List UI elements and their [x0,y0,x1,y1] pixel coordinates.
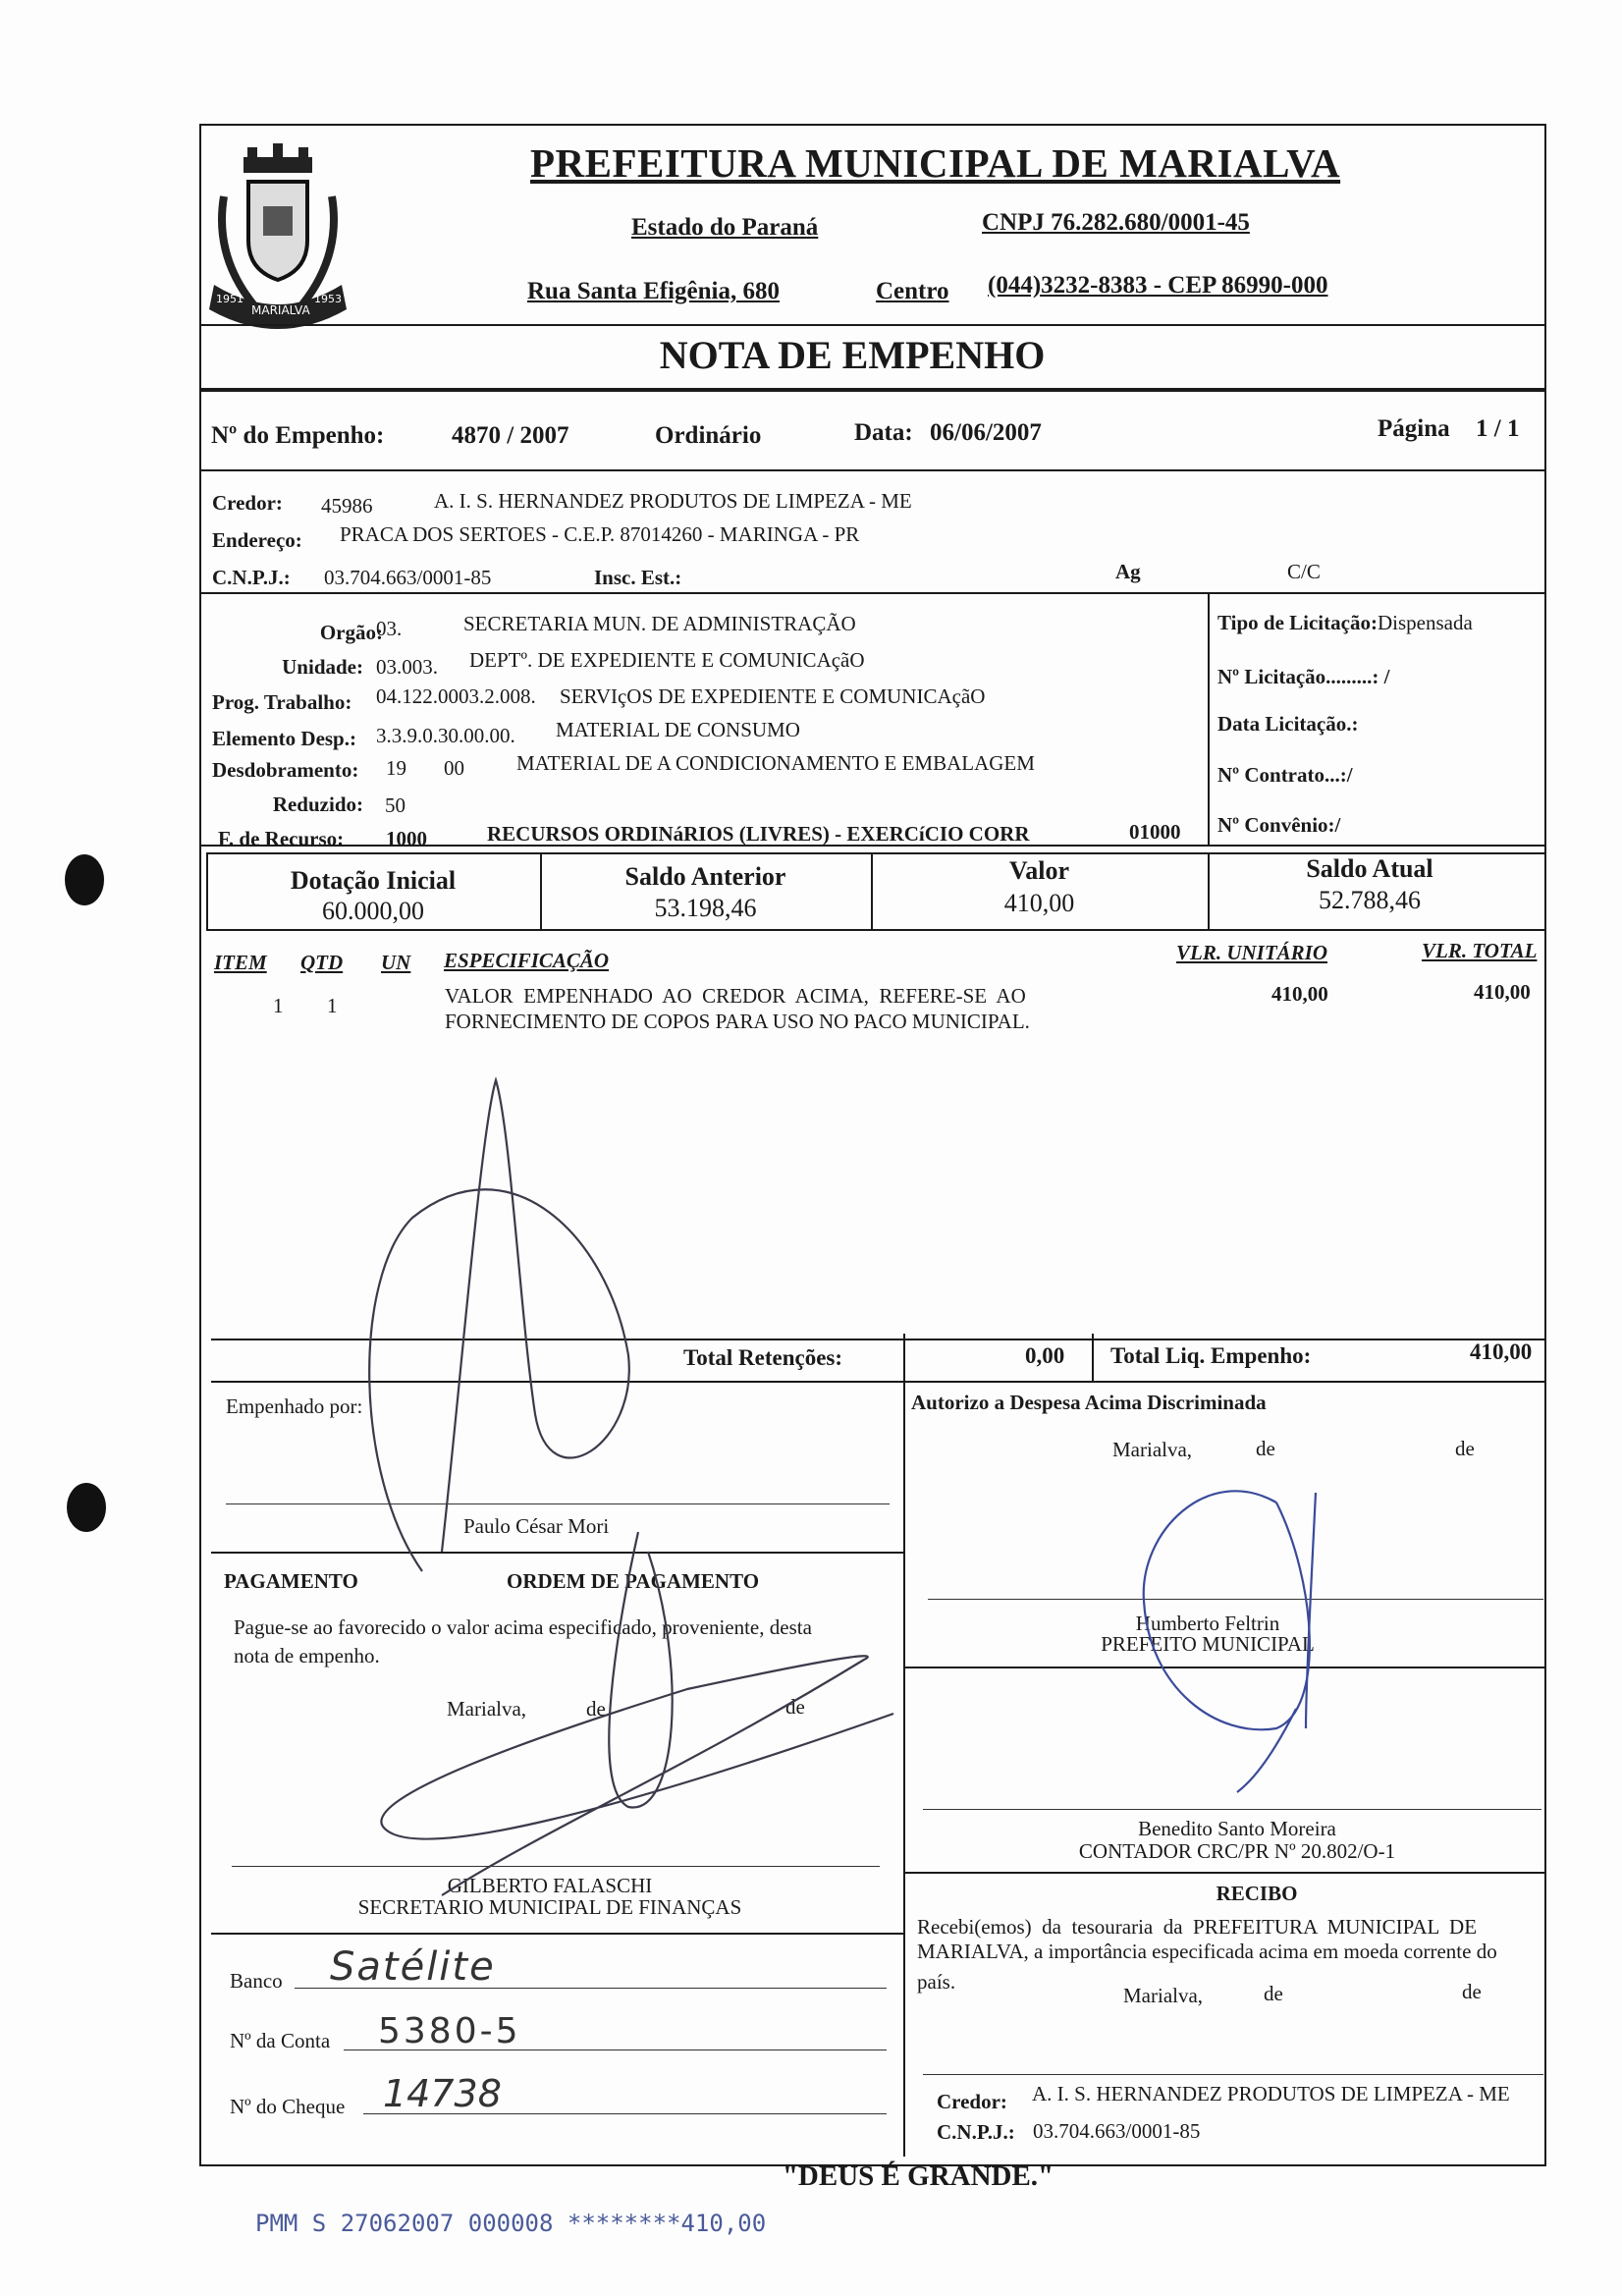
orgao-code: 03. [376,617,403,640]
recurso-label: F. de Recurso: [218,827,345,850]
banco-label: Banco [230,1969,283,1993]
secretario-name: GILBERTO FALASCHI [447,1874,653,1897]
state-name: Estado do Paraná [631,214,819,241]
document-title: NOTA DE EMPENHO [659,333,1046,377]
pagamento-place: Marialva, [447,1697,527,1721]
ag-label: Ag [1115,560,1141,583]
orgao-label: Orgão: [319,621,383,644]
pagamento-text-1: Pague-se ao favorecido o valor acima especificado, proveniente, desta [234,1615,812,1639]
credor-name: A. I. S. HERNANDEZ PRODUTOS DE LIMPEZA - ME [434,489,912,513]
empenho-label: Nº do Empenho: [211,422,385,449]
saldo-atual-value: 52.788,46 [1319,886,1421,914]
page-number: 1 / 1 [1476,415,1520,442]
col-un: UN [381,951,411,974]
prefeito-role: PREFEITO MUNICIPAL [1101,1632,1315,1656]
pagamento-text-2: nota de empenho. [234,1644,380,1667]
credor-code: 45986 [321,494,373,518]
empenhado-signer: Paulo César Mori [463,1514,610,1538]
org-cnpj: CNPJ 76.282.680/0001-45 [982,209,1250,236]
insc-label: Insc. Est.: [594,566,682,589]
recibo-text-3: país. [917,1970,956,1994]
org-phone-cep: (044)3232-8383 - CEP 86990-000 [988,272,1328,299]
row-item: 1 [273,994,284,1017]
saldo-anterior-label: Saldo Anterior [624,862,786,891]
col-item: ITEM [214,951,267,974]
empenho-date: 06/06/2007 [930,419,1042,446]
valor-value: 410,00 [1003,889,1075,917]
pagamento-label: PAGAMENTO [224,1569,358,1593]
numero-convenio: Nº Convênio:/ [1217,813,1341,837]
row-unit: 410,00 [1271,982,1328,1006]
autorizo-place: Marialva, [1112,1438,1193,1461]
elemento-name: MATERIAL DE CONSUMO [556,718,800,741]
credor-label: Credor: [212,491,283,515]
row-qtd: 1 [327,994,338,1017]
reduzido-label: Reduzido: [272,793,363,816]
data-licitacao: Data Licitação.: [1217,712,1359,736]
motto: "DEUS É GRANDE." [782,2160,1054,2192]
prefeito-name: Humberto Feltrin [1135,1612,1280,1635]
empenhado-label: Empenhado por: [226,1394,363,1418]
row-spec-line2: FORNECIMENTO DE COPOS PARA USO NO PACO MUNICIPAL. [445,1010,1030,1033]
prog-name: SERVIçOS DE EXPEDIENTE E COMUNICAçãO [560,684,986,708]
saldo-atual-label: Saldo Atual [1306,854,1433,883]
liquido-label: Total Liq. Empenho: [1110,1343,1312,1368]
recibo-de2: de [1462,1980,1482,2003]
recibo-credor: A. I. S. HERNANDEZ PRODUTOS DE LIMPEZA - ME [1032,2082,1510,2105]
org-title: PREFEITURA MUNICIPAL DE MARIALVA [530,140,1341,186]
cheque-value: 14738 [383,2072,502,2115]
desdobramento-code2: 00 [444,756,464,780]
unidade-name: DEPTº. DE EXPEDIENTE E COMUNICAçãO [469,648,865,672]
recibo-cnpj: 03.704.663/0001-85 [1033,2119,1201,2143]
cc-label: C/C [1287,560,1321,583]
org-district: Centro [876,278,949,304]
pagamento-de2: de [785,1695,805,1719]
recibo-text-2: MARIALVA, a importância especificada acima em moeda corrente do [917,1940,1497,1963]
payment-stamp: PMM S 27062007 000008 ********410,00 [255,2210,767,2237]
pagamento-de1: de [586,1697,606,1721]
page-label: Página [1378,415,1450,442]
retencoes-value: 0,00 [1025,1343,1065,1368]
saldo-anterior-value: 53.198,46 [654,894,757,922]
elemento-code: 3.3.9.0.30.00.00. [376,724,515,747]
crest-year-right: 1953 [314,293,342,305]
tipo-licitacao-value: Dispensada [1377,611,1473,634]
row-total: 410,00 [1474,980,1531,1004]
recurso-name: RECURSOS ORDINáRIOS (LIVRES) - EXERCíCIO CORR [487,822,1030,846]
conta-label: Nº da Conta [230,2029,331,2052]
prog-label: Prog. Trabalho: [212,690,352,714]
liquido-value: 410,00 [1470,1339,1533,1364]
punch-hole [67,1483,106,1532]
contador-role: CONTADOR CRC/PR Nº 20.802/O-1 [1078,1839,1396,1863]
contador-name: Benedito Santo Moreira [1138,1817,1336,1840]
date-label: Data: [854,419,913,446]
valor-label: Valor [1008,856,1070,885]
credor-cnpj: 03.704.663/0001-85 [324,566,492,589]
recibo-cnpj-label: C.N.P.J.: [937,2120,1015,2144]
cnpj-label: C.N.P.J.: [212,566,291,589]
desdobramento-code1: 19 [386,756,406,780]
secretario-role: SECRETARIO MUNICIPAL DE FINANÇAS [357,1895,742,1919]
orgao-name: SECRETARIA MUN. DE ADMINISTRAÇÃO [463,612,856,635]
autorizo-label: Autorizo a Despesa Acima Discriminada [911,1391,1267,1414]
recibo-label: RECIBO [1216,1882,1298,1905]
recurso-number: 01000 [1129,820,1181,844]
org-address: Rua Santa Efigênia, 680 [527,278,780,304]
col-total: VLR. TOTAL [1422,939,1538,962]
autorizo-de1: de [1256,1437,1275,1460]
recibo-place: Marialva, [1123,1984,1204,2007]
desdobramento-label: Desdobramento: [212,758,359,782]
recibo-text-1: Recebi(emos) da tesouraria da PREFEITURA MUNICIPAL DE [917,1915,1478,1939]
recibo-credor-label: Credor: [937,2090,1007,2113]
col-spec: ESPECIFICAÇÃO [444,949,610,972]
row-spec-line1: VALOR EMPENHADO AO CREDOR ACIMA, REFERE-SE AO [445,984,1026,1008]
cheque-label: Nº do Cheque [230,2095,346,2118]
desdobramento-name: MATERIAL DE A CONDICIONAMENTO E EMBALAGEM [516,751,1035,775]
conta-value: 5380-5 [378,2011,521,2051]
unidade-label: Unidade: [282,655,363,679]
reduzido-value: 50 [385,793,406,817]
col-qtd: QTD [300,951,344,974]
numero-licitacao: Nº Licitação.........: / [1217,665,1390,688]
prog-code: 04.122.0003.2.008. [376,684,536,708]
punch-hole [65,854,104,905]
credor-address: PRACA DOS SERTOES - C.E.P. 87014260 - MARINGA - PR [340,522,860,546]
crest-name: MARIALVA [251,303,310,317]
elemento-label: Elemento Desp.: [212,727,356,750]
numero-contrato: Nº Contrato...:/ [1217,763,1353,787]
retencoes-label: Total Retenções: [683,1345,843,1370]
crest-year-left: 1951 [216,293,243,305]
empenho-type: Ordinário [655,422,762,449]
recurso-code: 1000 [386,827,427,850]
autorizo-de2: de [1455,1437,1475,1460]
unidade-code: 03.003. [376,655,438,679]
tipo-licitacao-label-text: Tipo de Licitação: [1217,611,1378,634]
col-unit: VLR. UNITÁRIO [1176,941,1328,964]
dotacao-label: Dotação Inicial [290,866,457,895]
ordem-pagamento-label: ORDEM DE PAGAMENTO [507,1569,760,1593]
banco-value: Satélite [330,1944,496,1990]
address-label: Endereço: [212,528,302,552]
dotacao-value: 60.000,00 [322,897,424,925]
recibo-de1: de [1264,1982,1283,2005]
empenho-number: 4870 / 2007 [452,422,569,449]
